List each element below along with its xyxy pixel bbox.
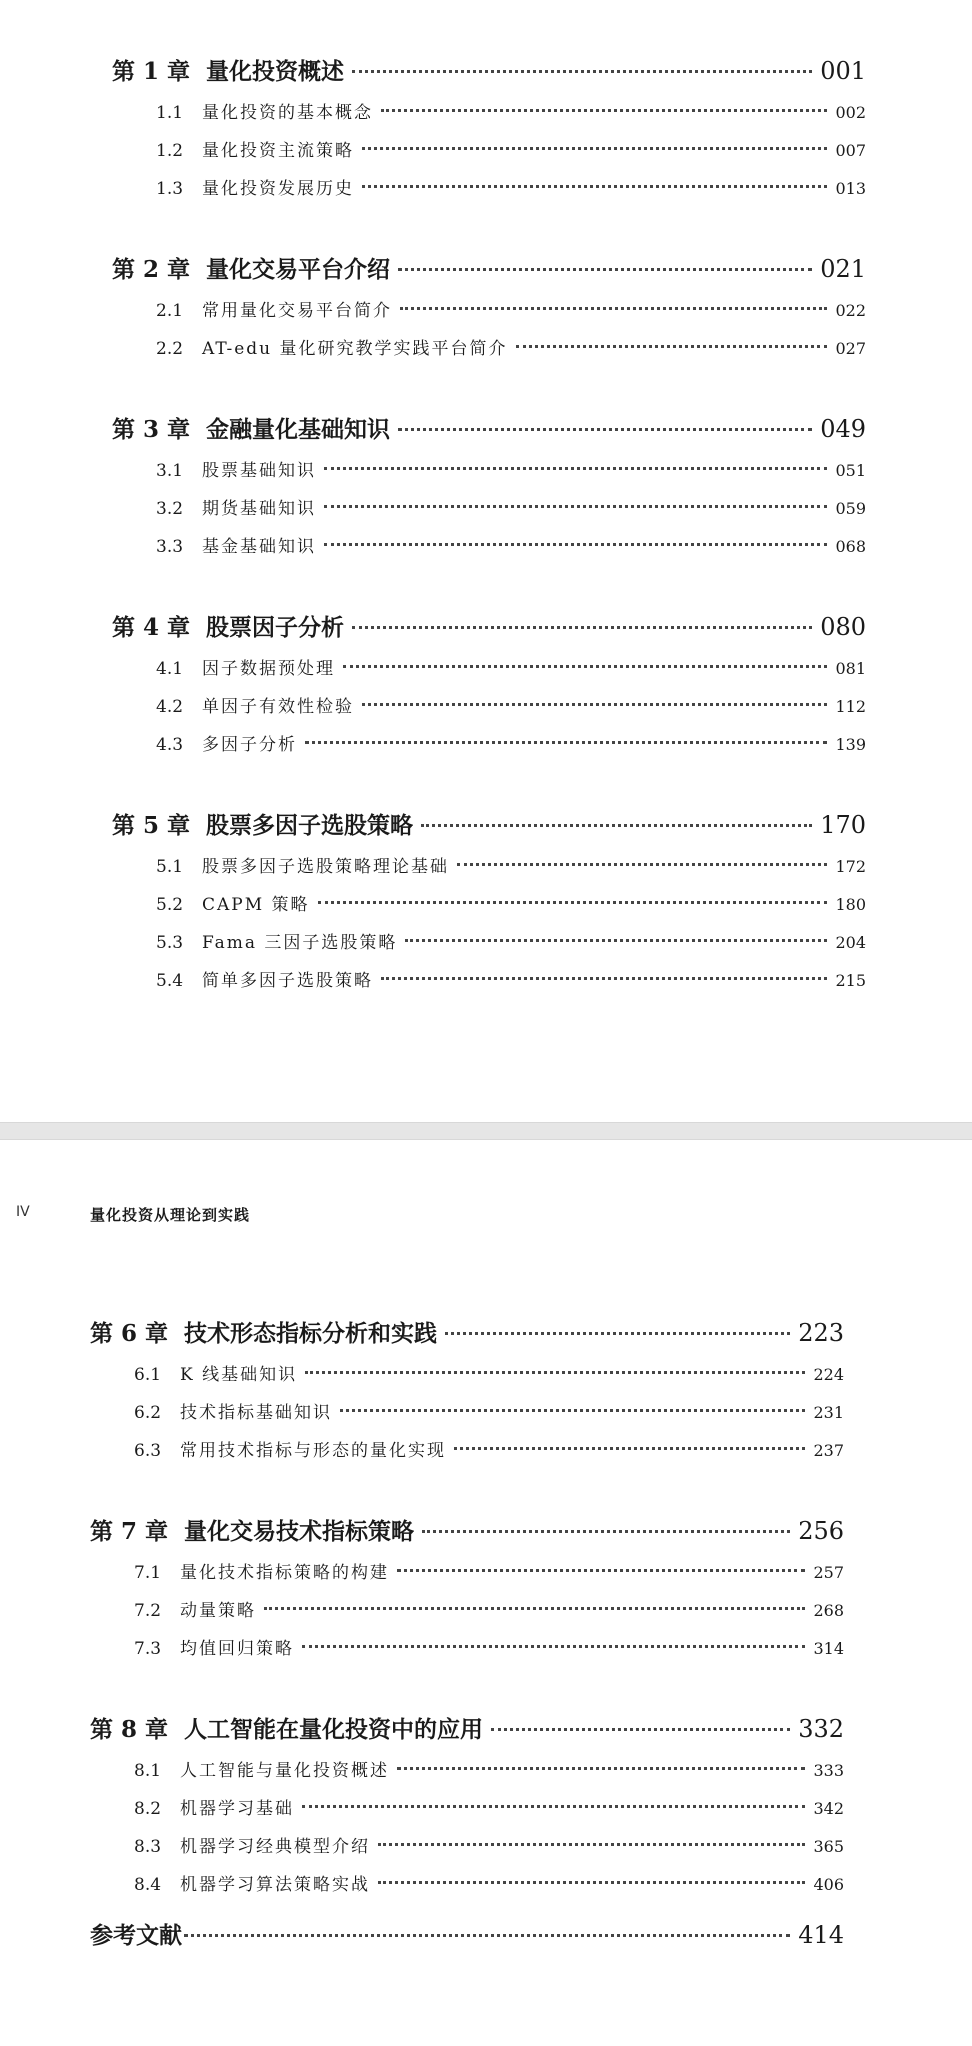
leader-dots: [324, 505, 827, 508]
chapter-title: 量化投资概述: [206, 58, 344, 85]
chapter-title: 金融量化基础知识: [206, 416, 390, 443]
section-entry[interactable]: [112, 848, 866, 886]
section-number: 4.1: [156, 659, 184, 679]
section-entry[interactable]: [112, 330, 866, 368]
section-title: 基金基础知识: [202, 537, 316, 557]
section-number: 5.1: [156, 857, 184, 877]
section-number: 4.2: [156, 697, 184, 717]
section-title: 常用量化交易平台简介: [202, 301, 392, 321]
section-page: 022: [835, 301, 866, 320]
chapter-entry[interactable]: [112, 604, 866, 650]
leader-dots: [378, 1881, 805, 1884]
chapter-entry[interactable]: [90, 1508, 844, 1554]
section-number: 8.4: [134, 1875, 162, 1895]
chapter-block: [90, 1310, 844, 1470]
section-entry[interactable]: [90, 1790, 844, 1828]
leader-dots: [302, 1645, 805, 1648]
section-title: 常用技术指标与形态的量化实现: [180, 1441, 446, 1461]
section-number: 1.2: [156, 141, 184, 161]
page-separator: [0, 1122, 972, 1140]
chapter-entry[interactable]: [90, 1310, 844, 1356]
section-title: 量化投资主流策略: [202, 141, 354, 161]
section-page: 237: [813, 1441, 844, 1460]
leader-dots: [305, 1371, 805, 1374]
chapter-block: [112, 246, 866, 368]
section-title: CAPM 策略: [202, 895, 310, 915]
section-entry[interactable]: [112, 132, 866, 170]
leader-dots: [397, 1767, 805, 1770]
chapter-title: 量化交易技术指标策略: [184, 1518, 414, 1545]
leader-dots: [445, 1332, 790, 1335]
leader-dots: [516, 345, 828, 348]
section-title: 均值回归策略: [180, 1639, 294, 1659]
section-entry[interactable]: [112, 292, 866, 330]
section-number: 6.3: [134, 1441, 162, 1461]
chapter-entry[interactable]: [112, 406, 866, 452]
section-entry[interactable]: [90, 1752, 844, 1790]
leader-dots: [264, 1607, 805, 1610]
toc-page-2: [0, 1140, 972, 2046]
section-title: 机器学习算法策略实战: [180, 1875, 370, 1895]
section-number: 3.2: [156, 499, 184, 519]
section-number: 2.1: [156, 301, 184, 321]
page-number: IV: [16, 1204, 30, 1220]
section-entry[interactable]: [112, 650, 866, 688]
section-page: 215: [835, 971, 866, 990]
leader-dots: [400, 307, 827, 310]
section-title: K 线基础知识: [180, 1365, 298, 1385]
section-title: 机器学习基础: [180, 1799, 294, 1819]
section-entry[interactable]: [112, 886, 866, 924]
section-number: 8.3: [134, 1837, 162, 1857]
chapter-block: [112, 406, 866, 566]
leader-dots: [340, 1409, 805, 1412]
chapter-block: [112, 604, 866, 764]
section-page: 365: [813, 1837, 844, 1856]
table-of-contents: [90, 1310, 844, 1942]
section-number: 7.1: [134, 1563, 162, 1583]
references-entry[interactable]: [90, 1912, 844, 1958]
chapter-number: 第 8 章: [90, 1716, 169, 1743]
leader-dots: [318, 901, 828, 904]
leader-dots: [324, 467, 827, 470]
section-title: 量化投资发展历史: [202, 179, 354, 199]
section-title: 因子数据预处理: [202, 659, 335, 679]
section-number: 2.2: [156, 339, 184, 359]
chapter-entry[interactable]: [90, 1706, 844, 1752]
section-entry[interactable]: [112, 170, 866, 208]
leader-dots: [381, 109, 827, 112]
section-number: 8.2: [134, 1799, 162, 1819]
section-page: 231: [813, 1403, 844, 1422]
section-title: 股票多因子选股策略理论基础: [202, 857, 449, 877]
section-entry[interactable]: [112, 726, 866, 764]
section-page: 224: [813, 1365, 844, 1384]
section-entry[interactable]: [112, 962, 866, 1000]
leader-dots: [343, 665, 827, 668]
section-entry[interactable]: [112, 94, 866, 132]
chapter-number: 第 7 章: [90, 1518, 169, 1545]
section-number: 5.2: [156, 895, 184, 915]
section-title: 量化技术指标策略的构建: [180, 1563, 389, 1583]
running-header-title: 量化投资从理论到实践: [90, 1206, 251, 1224]
chapter-page: 021: [820, 255, 866, 283]
chapter-number: 第 2 章: [112, 256, 191, 283]
leader-dots: [405, 939, 827, 942]
section-page: 172: [835, 857, 866, 876]
section-page: 081: [835, 659, 866, 678]
chapter-page: 223: [798, 1319, 844, 1347]
leader-dots: [381, 977, 827, 980]
section-page: 342: [813, 1799, 844, 1818]
section-title: 期货基础知识: [202, 499, 316, 519]
leader-dots: [378, 1843, 805, 1846]
chapter-title: 人工智能在量化投资中的应用: [184, 1716, 483, 1743]
section-page: 013: [835, 179, 866, 198]
chapter-page: 170: [820, 811, 866, 839]
references-page: 414: [798, 1921, 844, 1949]
chapter-entry[interactable]: [112, 48, 866, 94]
section-page: 406: [813, 1875, 844, 1894]
section-title: Fama 三因子选股策略: [202, 933, 398, 953]
chapter-number: 第 4 章: [112, 614, 191, 641]
leader-dots: [422, 1530, 790, 1533]
chapter-block: [90, 1508, 844, 1668]
section-page: 007: [835, 141, 866, 160]
section-title: 单因子有效性检验: [202, 697, 354, 717]
chapter-entry[interactable]: [112, 802, 866, 848]
references-title: 参考文献: [90, 1922, 182, 1949]
chapter-page: 256: [798, 1517, 844, 1545]
section-number: 5.4: [156, 971, 184, 991]
chapter-title: 股票多因子选股策略: [206, 812, 413, 839]
leader-dots: [397, 1569, 805, 1572]
section-page: 002: [835, 103, 866, 122]
chapter-page: 001: [820, 57, 866, 85]
section-title: AT-edu 量化研究教学实践平台简介: [202, 339, 508, 359]
chapter-block: [112, 48, 866, 208]
section-title: 技术指标基础知识: [180, 1403, 332, 1423]
section-number: 6.2: [134, 1403, 162, 1423]
chapter-title: 技术形态指标分析和实践: [184, 1320, 437, 1347]
section-entry[interactable]: [90, 1394, 844, 1432]
section-entry[interactable]: [112, 490, 866, 528]
chapter-page: 080: [820, 613, 866, 641]
leader-dots: [324, 543, 827, 546]
section-title: 股票基础知识: [202, 461, 316, 481]
section-number: 7.3: [134, 1639, 162, 1659]
section-page: 268: [813, 1601, 844, 1620]
section-entry[interactable]: [90, 1866, 844, 1904]
section-entry[interactable]: [90, 1828, 844, 1866]
section-page: 027: [835, 339, 866, 358]
section-page: 314: [813, 1639, 844, 1658]
chapter-number: 第 1 章: [112, 58, 191, 85]
section-title: 简单多因子选股策略: [202, 971, 373, 991]
leader-dots: [362, 703, 827, 706]
leader-dots: [184, 1934, 790, 1937]
leader-dots: [398, 268, 812, 271]
chapter-block: [90, 1706, 844, 1904]
chapter-number: 第 6 章: [90, 1320, 169, 1347]
section-page: 139: [835, 735, 866, 754]
section-title: 多因子分析: [202, 735, 297, 755]
leader-dots: [421, 824, 812, 827]
section-page: 112: [835, 697, 866, 716]
chapter-page: 049: [820, 415, 866, 443]
section-entry[interactable]: [112, 688, 866, 726]
section-page: 180: [835, 895, 866, 914]
chapter-page: 332: [798, 1715, 844, 1743]
chapter-title: 股票因子分析: [206, 614, 344, 641]
chapter-number: 第 3 章: [112, 416, 191, 443]
chapter-block: [112, 802, 866, 1000]
section-entry[interactable]: [90, 1630, 844, 1668]
section-number: 6.1: [134, 1365, 162, 1385]
chapter-number: 第 5 章: [112, 812, 191, 839]
leader-dots: [352, 70, 812, 73]
section-number: 4.3: [156, 735, 184, 755]
chapter-entry[interactable]: [112, 246, 866, 292]
leader-dots: [362, 147, 827, 150]
table-of-contents: [112, 48, 866, 1038]
leader-dots: [457, 863, 827, 866]
leader-dots: [302, 1805, 805, 1808]
section-entry[interactable]: [90, 1592, 844, 1630]
section-page: 059: [835, 499, 866, 518]
section-entry[interactable]: [112, 528, 866, 566]
section-page: 257: [813, 1563, 844, 1582]
section-number: 5.3: [156, 933, 184, 953]
section-entry[interactable]: [112, 924, 866, 962]
section-entry[interactable]: [112, 452, 866, 490]
section-page: 333: [813, 1761, 844, 1780]
leader-dots: [491, 1728, 790, 1731]
section-number: 7.2: [134, 1601, 162, 1621]
section-number: 1.3: [156, 179, 184, 199]
leader-dots: [362, 185, 827, 188]
section-number: 1.1: [156, 103, 184, 123]
section-entry[interactable]: [90, 1356, 844, 1394]
section-entry[interactable]: [90, 1554, 844, 1592]
section-number: 3.1: [156, 461, 184, 481]
section-title: 机器学习经典模型介绍: [180, 1837, 370, 1857]
section-entry[interactable]: [90, 1432, 844, 1470]
section-page: 204: [835, 933, 866, 952]
leader-dots: [305, 741, 827, 744]
section-title: 人工智能与量化投资概述: [180, 1761, 389, 1781]
leader-dots: [454, 1447, 805, 1450]
section-page: 051: [835, 461, 866, 480]
section-title: 动量策略: [180, 1601, 256, 1621]
section-page: 068: [835, 537, 866, 556]
chapter-title: 量化交易平台介绍: [206, 256, 390, 283]
leader-dots: [398, 428, 812, 431]
section-title: 量化投资的基本概念: [202, 103, 373, 123]
leader-dots: [352, 626, 812, 629]
section-number: 8.1: [134, 1761, 162, 1781]
section-number: 3.3: [156, 537, 184, 557]
